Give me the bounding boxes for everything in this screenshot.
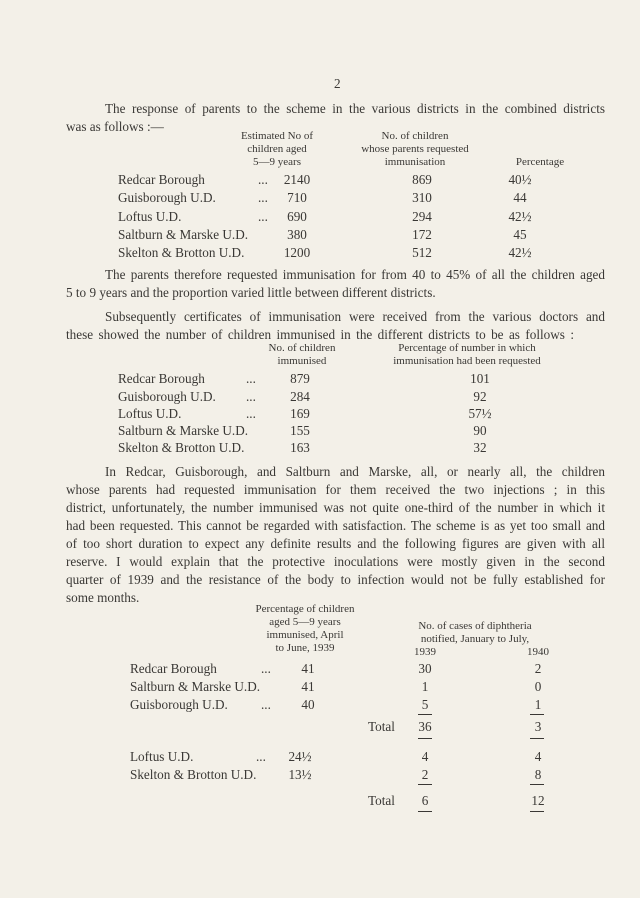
t3-rule xyxy=(418,784,432,785)
t2-immunised: 169 xyxy=(290,406,310,421)
t3-district: Redcar Borough xyxy=(130,661,217,676)
t2-header-immunised-1: No. of children xyxy=(268,342,336,354)
t3-1939: 30 xyxy=(418,661,432,676)
t1-header-estimated-3: 5—9 years xyxy=(253,156,301,168)
t3-total-label: Total xyxy=(368,719,395,734)
page-number: 2 xyxy=(334,76,341,91)
t3-rule xyxy=(418,738,432,739)
t2-percentage: 32 xyxy=(473,440,487,455)
t1-header-estimated-2: children aged xyxy=(247,143,307,155)
t1-header-requested-3: immunisation xyxy=(384,156,446,168)
t2-immunised: 163 xyxy=(290,440,310,455)
para4-line-3: district, unfortunately, the number immunised was not quite one-third of the number in which it xyxy=(66,500,605,515)
t3-total-1940: 3 xyxy=(534,719,542,734)
t3-district: Loftus U.D. xyxy=(130,749,194,764)
t3-total-label: Total xyxy=(368,793,395,808)
para4-line-4: had been requested. This cannot be regarded with satisfaction. The scheme is as yet too small and xyxy=(66,518,605,533)
t2-header-immunised xyxy=(252,342,352,368)
t3-1940: 8 xyxy=(534,767,542,782)
t2-percentage: 92 xyxy=(473,389,487,404)
t3-1940: 1 xyxy=(534,697,542,712)
para3-line-1: Subsequently certificates of immunisation were received from the various doctors and xyxy=(105,309,605,324)
t2-immunised: 155 xyxy=(290,423,310,438)
t3-district: Skelton & Brotton U.D. xyxy=(130,767,257,782)
intro-line-1: The response of parents to the scheme in the various districts in the combined districts xyxy=(105,101,605,116)
t2-dots: ... xyxy=(246,371,256,386)
t1-header-requested xyxy=(345,130,485,169)
t3-header-cases-1: No. of cases of diphtheria xyxy=(418,620,532,632)
t2-header-percentage xyxy=(372,342,562,368)
para4-line-5: of too short duration to expect any definite results and the following figures are given with all xyxy=(66,536,605,551)
t3-rule xyxy=(418,811,432,812)
t3-percentage: 40 xyxy=(301,697,315,712)
t3-district: Saltburn & Marske U.D. xyxy=(130,679,261,694)
t3-header-percentage-3: immunised, April xyxy=(266,629,344,641)
para4-line-6: reserve. I would explain that the protective inoculations were mostly given in the second xyxy=(66,554,605,569)
t3-header-percentage-4: to June, 1939 xyxy=(275,642,335,654)
t1-header-requested-1: No. of children xyxy=(381,130,449,142)
t3-total-1940: 12 xyxy=(531,793,545,808)
t1-percentage: 42½ xyxy=(508,245,532,260)
t1-header-percentage: Percentage xyxy=(515,156,565,168)
t3-1940: 2 xyxy=(534,661,542,676)
t3-1940: 0 xyxy=(534,679,542,694)
t1-percentage: 44 xyxy=(513,190,527,205)
t3-1939: 1 xyxy=(421,679,429,694)
t1-estimated: 2140 xyxy=(283,172,311,187)
t1-district: Redcar Borough xyxy=(118,172,205,187)
t1-estimated: 690 xyxy=(287,209,307,224)
para4-line-2: whose parents had requested immunisation for them received the two injections ; in this xyxy=(66,482,605,497)
t3-header-percentage xyxy=(240,603,370,655)
t3-rule xyxy=(530,714,544,715)
t1-district: Guisborough U.D. xyxy=(118,190,216,205)
t1-header-estimated-1: Estimated No of xyxy=(240,130,314,142)
t2-dots: ... xyxy=(246,389,256,404)
t2-district: Guisborough U.D. xyxy=(118,389,216,404)
t3-rule xyxy=(530,811,544,812)
t3-district: Guisborough U.D. xyxy=(130,697,228,712)
t3-header-year-1940: 1940 xyxy=(527,646,549,658)
t1-requested: 294 xyxy=(412,209,432,224)
para2-line-1: The parents therefore requested immunisation for from 40 to 45% of all the children aged xyxy=(105,267,605,282)
t3-dots: ... xyxy=(256,749,266,764)
t3-rule xyxy=(530,738,544,739)
t2-header-immunised-2: immunised xyxy=(277,355,327,367)
para3-line-2: these showed the number of children immunised in the different districts to be as follows : xyxy=(66,327,574,342)
t1-percentage: 40½ xyxy=(508,172,532,187)
t3-rule xyxy=(418,714,432,715)
t1-estimated: 1200 xyxy=(283,245,311,260)
t1-requested: 310 xyxy=(412,190,432,205)
t3-header-cases-2: notified, January to July, xyxy=(420,633,530,645)
t1-header-estimated xyxy=(232,130,322,169)
t3-1939: 5 xyxy=(421,697,429,712)
t2-immunised: 879 xyxy=(290,371,310,386)
t3-rule xyxy=(530,784,544,785)
t1-estimated: 710 xyxy=(287,190,307,205)
t1-district: Loftus U.D. xyxy=(118,209,182,224)
t2-immunised: 284 xyxy=(290,389,310,404)
t3-1940: 4 xyxy=(534,749,542,764)
intro-line-2: was as follows :— xyxy=(66,119,164,134)
t1-dots: ... xyxy=(258,190,268,205)
t1-requested: 869 xyxy=(412,172,432,187)
t2-percentage: 90 xyxy=(473,423,487,438)
t3-percentage: 41 xyxy=(301,679,315,694)
para2-line-2: 5 to 9 years and the proportion varied little between different districts. xyxy=(66,285,436,300)
t1-dots: ... xyxy=(258,172,268,187)
t3-header-year-1939: 1939 xyxy=(414,646,436,658)
para4-last-line: some months. xyxy=(66,590,140,605)
t3-percentage: 24½ xyxy=(288,749,312,764)
t2-header-percentage-1: Percentage of number in which xyxy=(398,342,536,354)
t3-percentage: 41 xyxy=(301,661,315,676)
t2-percentage: 101 xyxy=(470,371,490,386)
t2-district: Loftus U.D. xyxy=(118,406,182,421)
t3-total-1939: 6 xyxy=(421,793,429,808)
t3-dots: ... xyxy=(261,661,271,676)
t3-header-cases xyxy=(400,620,550,646)
t3-1939: 2 xyxy=(421,767,429,782)
t2-district: Saltburn & Marske U.D. xyxy=(118,423,249,438)
t1-header-requested-2: whose parents requested xyxy=(361,143,469,155)
t1-percentage: 45 xyxy=(513,227,527,242)
t3-1939: 4 xyxy=(421,749,429,764)
t1-district: Saltburn & Marske U.D. xyxy=(118,227,249,242)
t3-total-1939: 36 xyxy=(418,719,432,734)
t3-header-percentage-1: Percentage of children xyxy=(255,603,355,615)
t1-dots: ... xyxy=(258,209,268,224)
t1-percentage: 42½ xyxy=(508,209,532,224)
t2-header-percentage-2: immunisation had been requested xyxy=(393,355,541,367)
t2-percentage: 57½ xyxy=(468,406,492,421)
t2-district: Skelton & Brotton U.D. xyxy=(118,440,245,455)
t3-percentage: 13½ xyxy=(288,767,312,782)
t1-district: Skelton & Brotton U.D. xyxy=(118,245,245,260)
para4-line-7: quarter of 1939 and the resistance of the body to infection would not be fully established for xyxy=(66,572,605,587)
t3-dots: ... xyxy=(261,697,271,712)
t1-requested: 172 xyxy=(412,227,432,242)
para4-line-1: In Redcar, Guisborough, and Saltburn and Marske, all, or nearly all, the children xyxy=(105,464,605,479)
t2-district: Redcar Borough xyxy=(118,371,205,386)
t3-header-percentage-2: aged 5—9 years xyxy=(269,616,341,628)
t1-estimated: 380 xyxy=(287,227,307,242)
t2-dots: ... xyxy=(246,406,256,421)
t1-requested: 512 xyxy=(412,245,432,260)
